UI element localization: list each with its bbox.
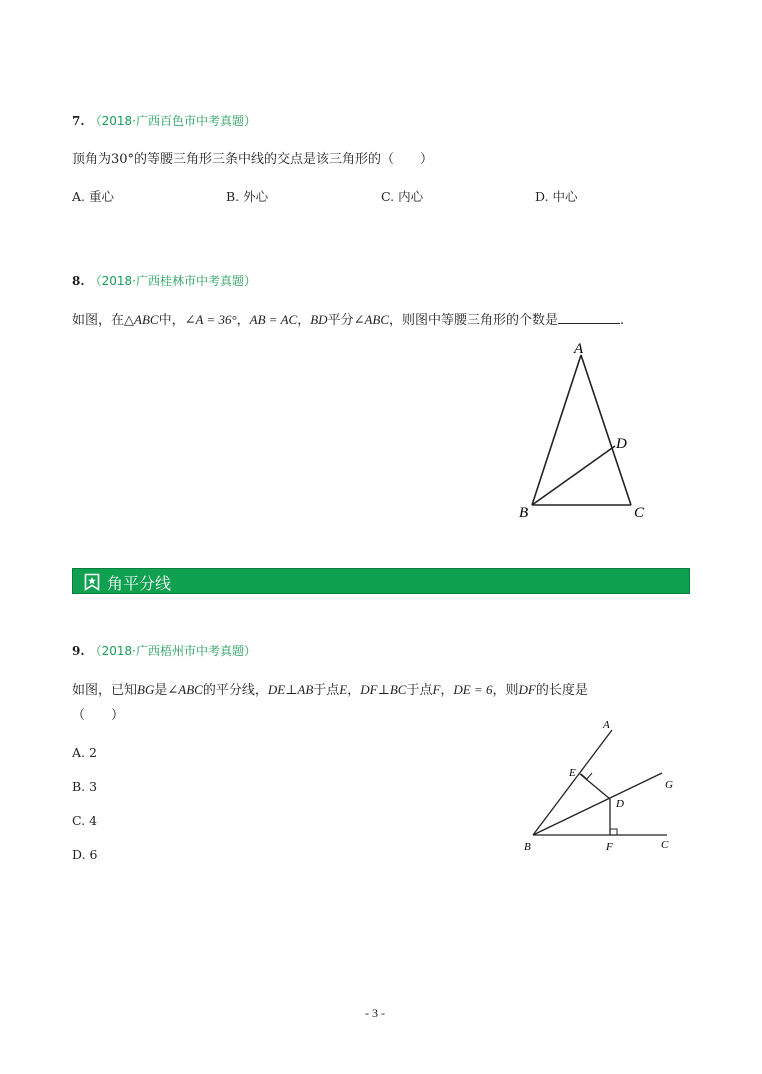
math-abc: ABC — [134, 312, 159, 327]
q8-stem — [72, 309, 624, 328]
q9-option-c: C. 4 — [72, 813, 98, 828]
stem-text: ，则图中等腰三角形的个数是 — [389, 313, 559, 328]
label-e: E — [569, 767, 576, 779]
q7-header — [72, 110, 256, 129]
q8-triangle-figure — [500, 335, 660, 525]
bookmark-star-icon — [84, 573, 100, 591]
label-b: B — [524, 841, 531, 853]
stem-text: ，则 — [492, 683, 519, 698]
segment-de — [580, 774, 610, 799]
question-number: 8. — [72, 274, 85, 288]
q9-option-a: A. 2 — [72, 745, 97, 760]
math-angle-a: A = 36° — [195, 312, 237, 327]
math-bg: BG — [137, 682, 155, 697]
edge-bd — [532, 446, 615, 505]
label-c: C — [634, 505, 645, 521]
q9-angle-figure — [515, 712, 690, 857]
edge-ac — [581, 355, 631, 505]
label-c: C — [661, 839, 669, 851]
q7-option-d: D. 中心 — [535, 189, 578, 204]
q9-stem-line1 — [72, 679, 588, 698]
question-source: （2018·广西梧州市中考真题） — [89, 644, 256, 658]
label-d: D — [616, 798, 624, 810]
question-number: 7. — [72, 114, 85, 128]
ray-bg — [533, 773, 662, 835]
stem-text: . — [620, 313, 625, 328]
q7-option-a: A. 重心 — [72, 189, 114, 204]
label-b: B — [519, 505, 529, 521]
q9-option-b: B. 3 — [72, 779, 98, 794]
math-abc: ABC — [364, 312, 390, 327]
label-d: D — [616, 436, 627, 452]
stem-text: ， — [236, 313, 250, 328]
label-a: A — [603, 719, 610, 731]
label-f: F — [606, 841, 613, 853]
q8-header — [72, 270, 256, 289]
stem-text: 中，∠ — [158, 313, 196, 328]
q9-option-d: D. 6 — [72, 847, 98, 862]
stem-text: ， — [347, 683, 361, 698]
stem-text: 如图，已知 — [72, 683, 138, 698]
edge-ab — [532, 355, 581, 505]
stem-text: 的平分线， — [202, 683, 268, 698]
math-df-perp-bc: DF⊥BC — [360, 682, 407, 697]
ray-ba — [533, 730, 612, 835]
math-abc: ABC — [178, 682, 203, 697]
stem-text: 如图，在△ — [72, 313, 134, 328]
page-number: - 3 - — [365, 1006, 385, 1020]
stem-text: 是∠ — [154, 683, 179, 698]
q9-stem-line2: （ ） — [72, 708, 125, 723]
question-source: （2018·广西百色市中考真题） — [89, 114, 256, 128]
math-de-eq: DE = 6 — [453, 682, 493, 697]
q7-option-c: C. 内心 — [381, 189, 424, 204]
q9-header — [72, 640, 256, 659]
math-f: F — [432, 682, 441, 697]
stem-text: 于点 — [406, 683, 433, 698]
answer-blank[interactable] — [558, 311, 620, 324]
q7-stem: 顶角为30°的等腰三角形三条中线的交点是该三角形的（ ） — [72, 152, 434, 167]
stem-text: 于点 — [313, 683, 340, 698]
q7-option-b: B. 外心 — [226, 189, 269, 204]
math-e: E — [339, 682, 348, 697]
stem-text: ， — [297, 313, 311, 328]
right-angle-mark-e — [581, 773, 592, 779]
right-angle-mark-f — [610, 829, 617, 835]
stem-text: 的长度是 — [535, 683, 588, 698]
section-title: 角平分线 — [107, 574, 172, 593]
label-g: G — [665, 779, 673, 791]
label-a: A — [574, 341, 584, 357]
stem-text: 平分∠ — [327, 313, 365, 328]
math-df: DF — [518, 682, 536, 697]
math-bd: BD — [310, 312, 328, 327]
math-de-perp-ab: DE⊥AB — [267, 682, 314, 697]
math-ab-ac: AB = AC — [249, 312, 298, 327]
section-header — [72, 568, 690, 594]
stem-text: ， — [440, 683, 454, 698]
question-source: （2018·广西桂林市中考真题） — [89, 274, 256, 288]
question-number: 9. — [72, 644, 85, 658]
